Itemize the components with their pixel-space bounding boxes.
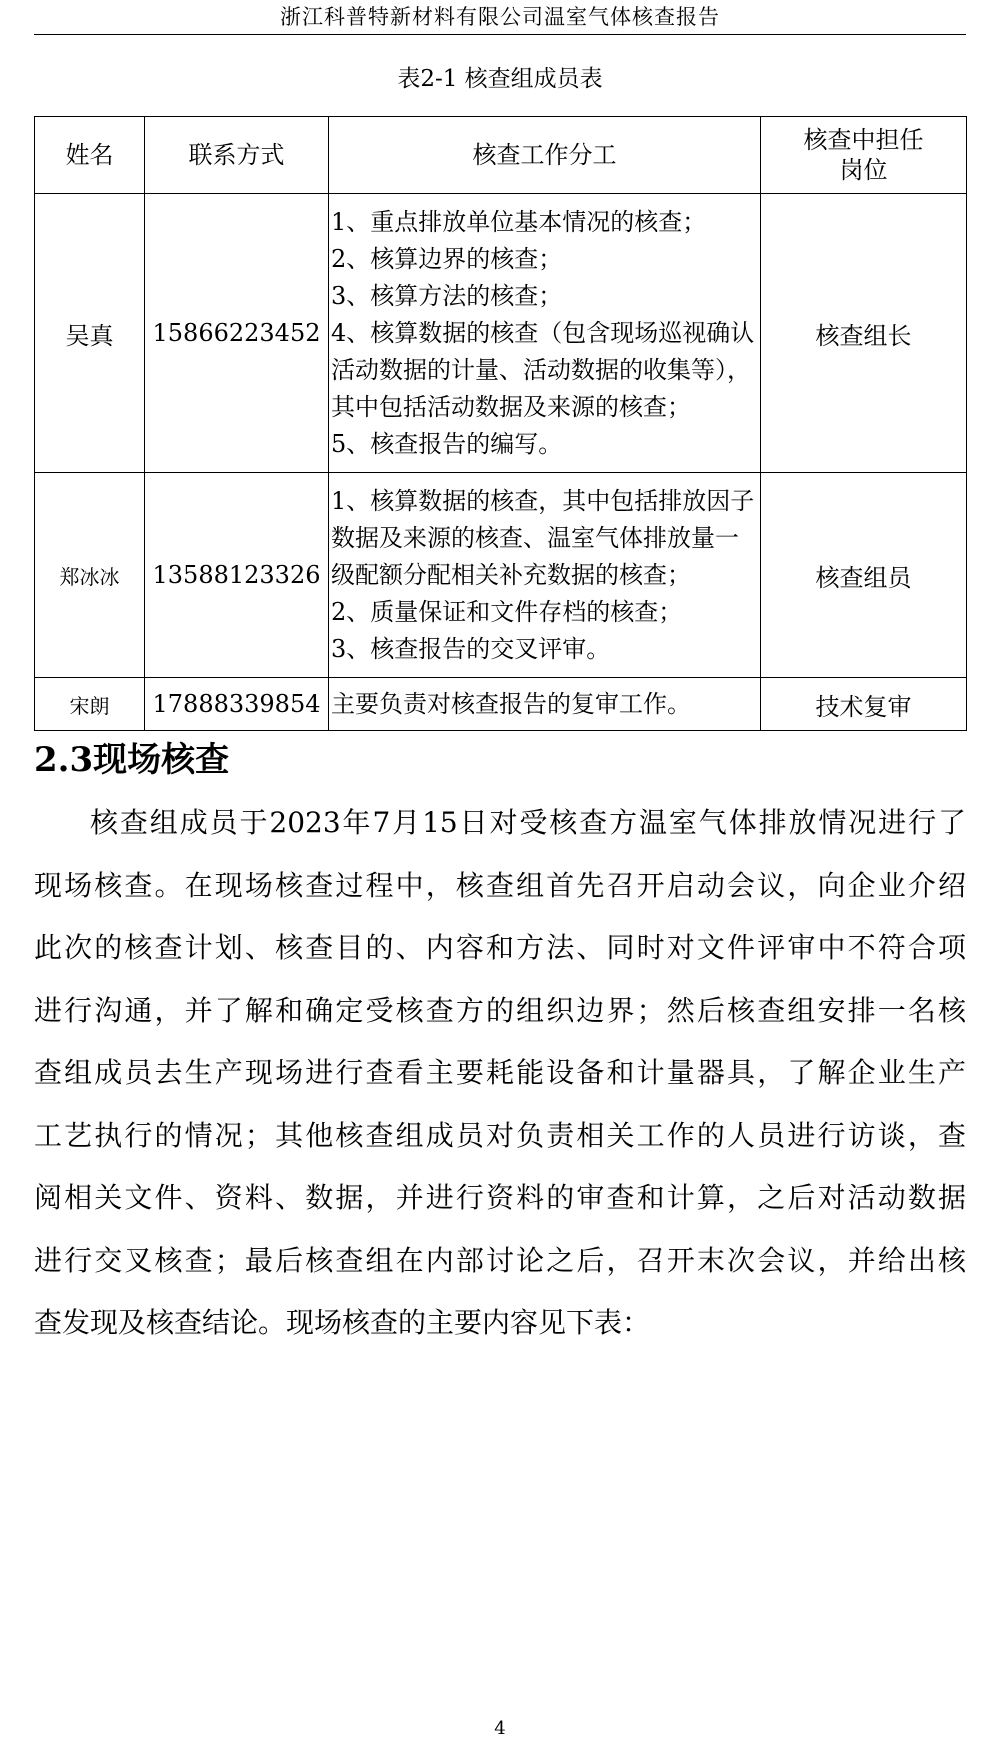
section-paragraph — [34, 792, 966, 1355]
duty-line: 主要负责对核查报告的复审工作。 — [331, 689, 691, 718]
duty-line: 2、质量保证和文件存档的核查； — [331, 597, 683, 626]
section-title: 2.3现场核查 — [34, 740, 230, 780]
paragraph-line: 此次的核查计划、核查目的、内容和方法、同时对文件评审中不符合项 — [34, 931, 966, 964]
member-name: 吴真 — [35, 194, 145, 473]
member-duties — [329, 194, 761, 473]
duty-line: 级配额分配相关补充数据的核查； — [331, 560, 691, 589]
member-position: 核查组员 — [761, 473, 967, 678]
paragraph-line: 进行交叉核查；最后核查组在内部讨论之后，召开末次会议，并给出核 — [34, 1243, 966, 1277]
duty-line: 4、核算数据的核查（包含现场巡视确认 — [331, 318, 755, 347]
member-position: 核查组长 — [761, 194, 967, 473]
duty-line: 1、重点排放单位基本情况的核查； — [331, 207, 707, 236]
paragraph-line: 核查组成员于2023年7月15日对受核查方温室气体排放情况进行了 — [90, 806, 966, 839]
paragraph-line: 查发现及核查结论。现场核查的主要内容见下表： — [34, 1306, 651, 1339]
member-duties — [329, 678, 761, 731]
table-row — [35, 473, 967, 678]
member-name: 宋朗 — [35, 678, 145, 731]
member-table — [34, 116, 967, 731]
member-name: 郑冰冰 — [35, 473, 145, 678]
duty-line: 3、核算方法的核查； — [331, 281, 563, 310]
header-duties: 核查工作分工 — [329, 117, 761, 194]
duty-line: 数据及来源的核查、温室气体排放量一 — [331, 523, 739, 552]
member-contact: 15866223452 — [145, 194, 329, 473]
header-name: 姓名 — [35, 117, 145, 194]
member-contact: 17888339854 — [145, 678, 329, 731]
table-caption: 表2-1 核查组成员表 — [397, 66, 603, 92]
header-position-line1: 核查中担任 — [803, 126, 924, 154]
duty-line: 5、核查报告的编写。 — [331, 429, 563, 458]
table-row — [35, 678, 967, 731]
paragraph-line: 进行沟通，并了解和确定受核查方的组织边界；然后核查组安排一名核 — [34, 993, 966, 1027]
header-position — [761, 117, 967, 194]
paragraph-line: 工艺执行的情况；其他核查组成员对负责相关工作的人员进行访谈，查 — [34, 1118, 966, 1152]
member-contact: 13588123326 — [145, 473, 329, 678]
page-number: 4 — [494, 1718, 506, 1739]
duty-line: 2、核算边界的核查； — [331, 244, 563, 273]
header-title: 浙江科普特新材料有限公司温室气体核查报告 — [280, 5, 720, 29]
duty-line: 3、核查报告的交叉评审。 — [331, 634, 611, 663]
table-row — [35, 194, 967, 473]
member-position: 技术复审 — [761, 678, 967, 731]
page-header — [34, 0, 966, 35]
paragraph-line: 查组成员去生产现场进行查看主要耗能设备和计量器具，了解企业生产 — [34, 1056, 966, 1089]
duty-line: 其中包括活动数据及来源的核查； — [331, 392, 691, 421]
duty-line: 1、核算数据的核查，其中包括排放因子 — [331, 486, 755, 515]
header-position-line2: 岗位 — [839, 156, 888, 184]
duty-line: 活动数据的计量、活动数据的收集等）， — [331, 355, 751, 384]
header-contact: 联系方式 — [145, 117, 329, 194]
table-header-row — [35, 117, 967, 194]
member-duties — [329, 473, 761, 678]
paragraph-line: 阅相关文件、资料、数据，并进行资料的审查和计算，之后对活动数据 — [34, 1181, 966, 1214]
paragraph-line: 现场核查。在现场核查过程中，核查组首先召开启动会议，向企业介绍 — [34, 868, 966, 902]
